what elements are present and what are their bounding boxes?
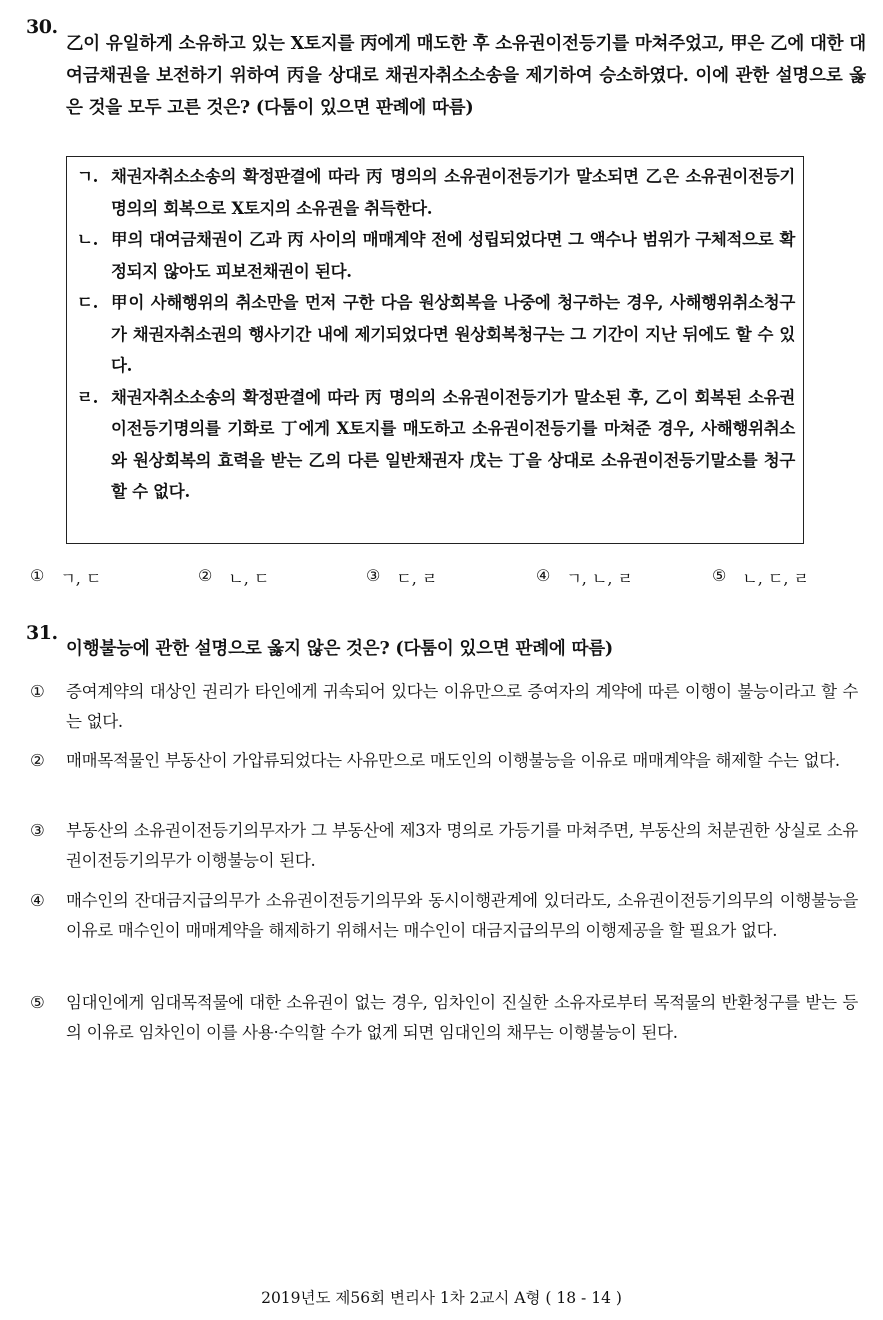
- answer-option[interactable]: [712, 566, 809, 589]
- statement-marker: ㄴ.: [77, 230, 99, 249]
- choice-number: ⑤: [30, 993, 45, 1012]
- answer-option[interactable]: [536, 566, 712, 589]
- answer-option[interactable]: [30, 566, 198, 589]
- question-30-number: 30.: [26, 16, 58, 38]
- answer-option[interactable]: [366, 566, 536, 589]
- choice-number: ③: [30, 821, 45, 840]
- answer-text: ㄷ, ㄹ: [396, 569, 438, 588]
- statement-item: [77, 382, 795, 508]
- statement-text: 甲이 사해행위의 취소만을 먼저 구한 다음 원상회복을 나중에 청구하는 경우, 사해행위취소청구가 채권자취소권의 행사기간 내에 제기되었다면 원상회복청구는 그 기간이 지난 뒤에도 할 수 있다.: [111, 293, 795, 375]
- answer-number: ①: [30, 566, 45, 585]
- question-30-stem: 乙이 유일하게 소유하고 있는 X토지를 丙에게 매도한 후 소유권이전등기를 마쳐주었고, 甲은 乙에 대한 대여금채권을 보전하기 위하여 丙을 상대로 채권자취소소송을 제기하여 승소하였다. 이에 관한 설명으로 옳은 것을 모두 고른 것은? (다툼이 있으면 판례에 따름): [66, 34, 866, 118]
- statement-item: [77, 161, 795, 224]
- page-footer: 2019년도 제56회 변리사 1차 2교시 A형 ( 18 - 14 ): [261, 1289, 622, 1307]
- choice-option[interactable]: [30, 816, 858, 876]
- choice-option[interactable]: [30, 988, 858, 1048]
- answer-text: ㄴ, ㄷ: [228, 569, 270, 588]
- answer-text: ㄱ, ㄷ: [60, 569, 102, 588]
- choice-option[interactable]: [30, 886, 858, 946]
- choice-text: 증여계약의 대상인 권리가 타인에게 귀속되어 있다는 이유만으로 증여자의 계약에 따른 이행이 불능이라고 할 수는 없다.: [66, 682, 858, 731]
- statement-item: [77, 224, 795, 287]
- choice-number: ④: [30, 891, 45, 910]
- choice-number: ①: [30, 682, 45, 701]
- choice-number: ②: [30, 751, 45, 770]
- answer-option[interactable]: [198, 566, 366, 589]
- choice-text: 매수인의 잔대금지급의무가 소유권이전등기의무와 동시이행관계에 있더라도, 소유권이전등기의무의 이행불능을 이유로 매수인이 매매계약을 해제하기 위해서는 매수인이 대금지급의무의 이행제공을 할 필요가 없다.: [66, 891, 858, 940]
- answer-number: ③: [366, 566, 381, 585]
- question-30-statements-box: [66, 156, 804, 544]
- question-30-answer-options: [30, 566, 850, 589]
- statement-text: 甲의 대여금채권이 乙과 丙 사이의 매매계약 전에 성립되었다면 그 액수나 범위가 구체적으로 확정되지 않아도 피보전채권이 된다.: [111, 230, 795, 281]
- choice-text: 부동산의 소유권이전등기의무자가 그 부동산에 제3자 명의로 가등기를 마쳐주면, 부동산의 처분권한 상실로 소유권이전등기의무가 이행불능이 된다.: [66, 821, 858, 870]
- statement-marker: ㄷ.: [77, 293, 99, 312]
- question-31-number: 31.: [26, 622, 58, 644]
- answer-text: ㄱ, ㄴ, ㄹ: [566, 569, 634, 588]
- statement-item: [77, 287, 795, 382]
- choice-text: 임대인에게 임대목적물에 대한 소유권이 없는 경우, 임차인이 진실한 소유자로부터 목적물의 반환청구를 받는 등의 이유로 임차인이 이를 사용·수익할 수가 없게 되면 임대인의 채무는 이행불능이 된다.: [66, 993, 858, 1042]
- choice-option[interactable]: [30, 677, 858, 737]
- answer-number: ④: [536, 566, 551, 585]
- statement-marker: ㄱ.: [77, 167, 99, 186]
- answer-text: ㄴ, ㄷ, ㄹ: [742, 569, 810, 588]
- statement-text: 채권자취소소송의 확정판결에 따라 丙 명의의 소유권이전등기가 말소된 후, 乙이 회복된 소유권이전등기명의를 기화로 丁에게 X토지를 매도하고 소유권이전등기를 마쳐준 경우, 사해행위취소와 원상회복의 효력을 받는 乙의 다른 일반채권자 戊는 丁을 상대로 소유권이전등기말소를 청구할 수 없다.: [111, 387, 795, 501]
- choice-option[interactable]: [30, 746, 858, 776]
- statement-marker: ㄹ.: [77, 387, 99, 407]
- choice-text: 매매목적물인 부동산이 가압류되었다는 사유만으로 매도인의 이행불능을 이유로 매매계약을 해제할 수는 없다.: [66, 751, 840, 770]
- answer-number: ②: [198, 566, 213, 585]
- statement-text: 채권자취소소송의 확정판결에 따라 丙 명의의 소유권이전등기가 말소되면 乙은 소유권이전등기명의의 회복으로 X토지의 소유권을 취득한다.: [111, 167, 795, 218]
- question-31-stem: 이행불능에 관한 설명으로 옳지 않은 것은? (다툼이 있으면 판례에 따름): [66, 639, 613, 659]
- answer-number: ⑤: [712, 566, 727, 585]
